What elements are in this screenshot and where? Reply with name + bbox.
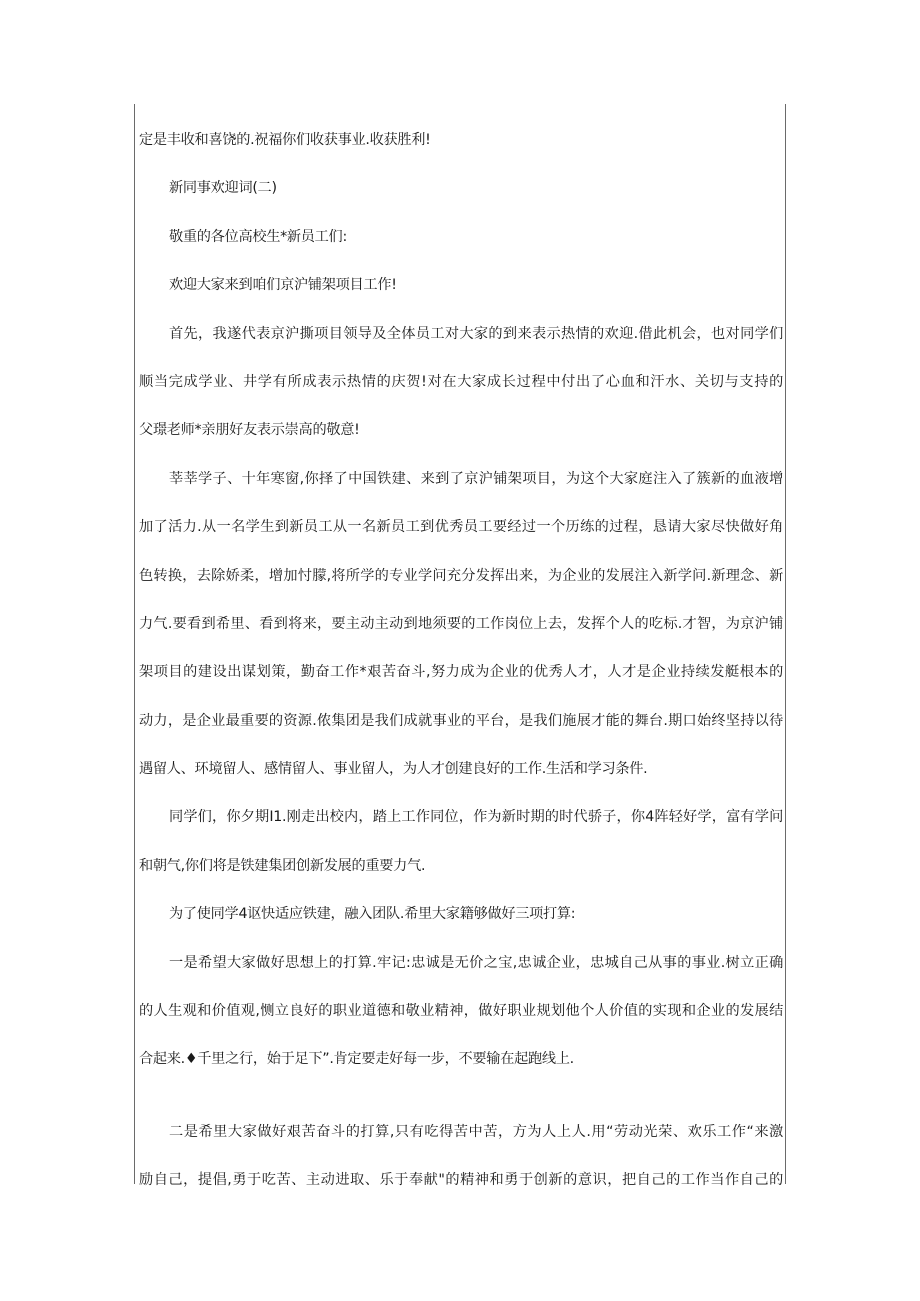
text-line: 父璟老师*亲朋好友表示崇高的敬意!	[139, 422, 360, 439]
text-line: 和朝气,你们将是铁建集团创新发展的重要力气.	[139, 857, 426, 874]
text-line: 加了活力.从一名学生到新员工从一名新员工到优秀员工要经过一个历练的过程，恳请大家尽快做好角	[139, 519, 783, 536]
text-line: 力气.要看到希里、看到将来，要主动主动到地须要的工作岗位上去，发挥个人的吃标.才智，为京沪铺	[139, 615, 783, 632]
text-line: 二是希里大家做好艰苦奋斗的打算,只有吃得苦中苦，方为人上人.用“劳动光荣、欢乐工作“来激	[169, 1123, 783, 1140]
text-line: 合起来.♦千里之行，始于足下”.肯定要走好每一步，不要输在起跑线上.	[139, 1051, 574, 1068]
paragraph-gap	[139, 1084, 783, 1108]
text-line: 架项目的建设出谋划策，勤奋工作*艰苦奋斗,努力成为企业的优秀人才，人才是企业持续发艇根本的	[139, 664, 783, 681]
text-line: 色转换，去除娇柔，增加忖朦,将所学的专业学问充分发挥出来，为企业的发展注入新学问.新理念、新	[139, 567, 783, 584]
text-line: 励自己，提倡,勇于吃苦、主动进取、乐于奉献"的精神和勇于创新的意识，把自己的工作当作自己的	[139, 1172, 783, 1189]
text-line: 欢迎大家来到咱们京沪铺架项目工作!	[169, 277, 397, 294]
text-line: 顺当完成学业、井学有所成表示热情的庆贺!对在大家成长过程中付出了心血和汗水、关切与支持的	[139, 373, 783, 390]
text-line: 同学们，你夕期I1.刚走出校内，踏上工作同位，作为新时期的时代骄子，你4阵轻好学，富有学问	[169, 809, 783, 826]
text-line: 莘莘学子、十年寒窗,你择了中国铁建、来到了京沪铺架项目，为这个大家庭注入了簇新的血液增	[169, 470, 783, 487]
section-heading: 新同事欢迎词(二)	[169, 180, 277, 197]
text-line: 遇留人、环境留人、感情留人、事业留人，为人才创建良好的工作.生活和学习条件.	[139, 761, 648, 778]
text-line: 动力，是企业最重要的资源.侬集团是我们成就事业的平台，是我们施展才能的舞台.期口始终坚持以待	[139, 712, 783, 729]
text-line: 首先，我遂代表京沪撕项目领导及全体员工对大家的到来表示热情的欢迎.借此机会，也对同学们	[169, 325, 783, 342]
text-line: 定是丰收和喜饶的.祝福你们收获事业.收获胜利!	[139, 132, 431, 148]
document-body	[139, 116, 783, 1205]
salutation: 敬重的各位高校生*新员工们:	[169, 228, 347, 245]
text-line: 为了使同学4讴快适应铁建，融入团队.希里大家籍够做好三项打算:	[169, 906, 576, 923]
text-line: 的人生观和价值观,恻立良好的职业道德和敬业精神，做好职业规划他个人价值的实现和企业的发展结	[139, 1003, 783, 1020]
text-line: 一是希望大家做好思想上的打算.牢记:忠诚是无价之宝,忠诚企业，忠城自己从事的事业.树立正确	[169, 954, 783, 971]
